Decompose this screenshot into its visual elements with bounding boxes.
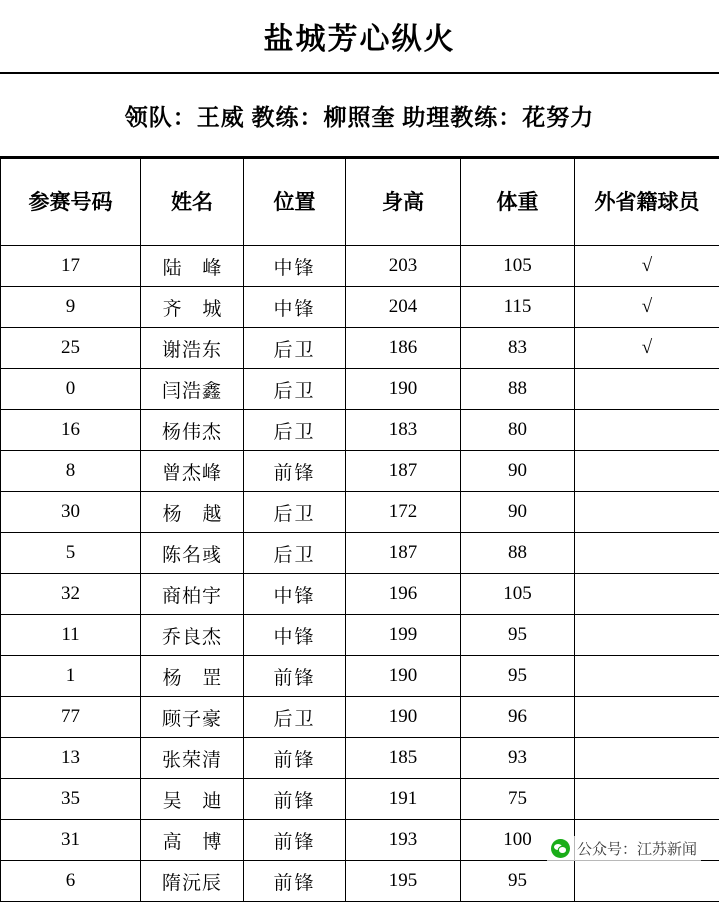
cell-number: 30	[1, 492, 141, 533]
cell-weight: 100	[461, 820, 575, 861]
cell-weight: 83	[461, 328, 575, 369]
cell-name: 商柏宇	[141, 574, 244, 615]
cell-position: 后卫	[244, 697, 346, 738]
cell-outsider	[575, 861, 719, 902]
cell-weight: 90	[461, 451, 575, 492]
cell-name: 隋沅辰	[141, 861, 244, 902]
cell-position: 后卫	[244, 410, 346, 451]
table-row	[1, 410, 719, 451]
cell-number: 11	[1, 615, 141, 656]
cell-height: 196	[346, 574, 461, 615]
cell-outsider	[575, 369, 719, 410]
table-row	[1, 738, 719, 779]
table-row	[1, 656, 719, 697]
cell-weight: 80	[461, 410, 575, 451]
table-row	[1, 451, 719, 492]
cell-outsider: √	[575, 246, 719, 287]
cell-number: 35	[1, 779, 141, 820]
table-row	[1, 574, 719, 615]
table-row	[1, 861, 719, 902]
table-row	[1, 287, 719, 328]
cell-number: 17	[1, 246, 141, 287]
document-title-row	[0, 0, 719, 74]
cell-number: 31	[1, 820, 141, 861]
cell-height: 185	[346, 738, 461, 779]
cell-height: 172	[346, 492, 461, 533]
cell-height: 195	[346, 861, 461, 902]
cell-height: 204	[346, 287, 461, 328]
cell-height: 190	[346, 656, 461, 697]
cell-outsider	[575, 738, 719, 779]
cell-weight: 115	[461, 287, 575, 328]
cell-name: 闫浩鑫	[141, 369, 244, 410]
cell-position: 前锋	[244, 451, 346, 492]
cell-name: 顾子豪	[141, 697, 244, 738]
cell-name: 高 博	[141, 820, 244, 861]
table-row	[1, 369, 719, 410]
table-header-row	[1, 159, 719, 246]
cell-position: 后卫	[244, 369, 346, 410]
table-row	[1, 492, 719, 533]
cell-outsider	[575, 615, 719, 656]
table-row	[1, 328, 719, 369]
cell-position: 后卫	[244, 533, 346, 574]
cell-number: 6	[1, 861, 141, 902]
cell-height: 191	[346, 779, 461, 820]
staff-line: 领队：王威 教练：柳照奎 助理教练：花努力	[125, 99, 595, 132]
cell-weight: 93	[461, 738, 575, 779]
cell-name: 杨 罡	[141, 656, 244, 697]
cell-number: 13	[1, 738, 141, 779]
cell-weight: 95	[461, 861, 575, 902]
cell-outsider: √	[575, 287, 719, 328]
cell-weight: 88	[461, 533, 575, 574]
table-row	[1, 246, 719, 287]
cell-outsider	[575, 492, 719, 533]
cell-weight: 75	[461, 779, 575, 820]
cell-number: 9	[1, 287, 141, 328]
cell-number: 0	[1, 369, 141, 410]
cell-height: 183	[346, 410, 461, 451]
cell-height: 199	[346, 615, 461, 656]
cell-position: 中锋	[244, 246, 346, 287]
cell-name: 陈名彧	[141, 533, 244, 574]
cell-name: 曾杰峰	[141, 451, 244, 492]
column-header-position: 位置	[244, 159, 346, 246]
table-row	[1, 779, 719, 820]
cell-position: 中锋	[244, 574, 346, 615]
cell-name: 杨伟杰	[141, 410, 244, 451]
wechat-icon	[551, 839, 570, 858]
cell-number: 1	[1, 656, 141, 697]
cell-name: 陆 峰	[141, 246, 244, 287]
cell-position: 后卫	[244, 492, 346, 533]
cell-outsider	[575, 656, 719, 697]
page-title: 盐城芳心纵火	[264, 14, 456, 58]
cell-weight: 105	[461, 246, 575, 287]
cell-weight: 96	[461, 697, 575, 738]
cell-number: 16	[1, 410, 141, 451]
cell-position: 前锋	[244, 820, 346, 861]
roster-table	[0, 158, 719, 902]
cell-name: 齐 城	[141, 287, 244, 328]
table-row	[1, 533, 719, 574]
cell-name: 谢浩东	[141, 328, 244, 369]
cell-outsider	[575, 779, 719, 820]
cell-name: 杨 越	[141, 492, 244, 533]
cell-position: 前锋	[244, 861, 346, 902]
cell-outsider	[575, 697, 719, 738]
cell-height: 190	[346, 369, 461, 410]
cell-weight: 88	[461, 369, 575, 410]
cell-height: 190	[346, 697, 461, 738]
cell-position: 后卫	[244, 328, 346, 369]
cell-name: 张荣清	[141, 738, 244, 779]
cell-name: 乔良杰	[141, 615, 244, 656]
cell-number: 77	[1, 697, 141, 738]
cell-number: 5	[1, 533, 141, 574]
cell-position: 前锋	[244, 656, 346, 697]
cell-outsider	[575, 574, 719, 615]
column-header-number: 参赛号码	[1, 159, 141, 246]
watermark-text: 公众号：江苏新闻	[577, 838, 697, 859]
cell-height: 187	[346, 451, 461, 492]
cell-position: 前锋	[244, 738, 346, 779]
table-row	[1, 697, 719, 738]
cell-number: 32	[1, 574, 141, 615]
cell-outsider	[575, 451, 719, 492]
cell-height: 187	[346, 533, 461, 574]
cell-number: 25	[1, 328, 141, 369]
column-header-height: 身高	[346, 159, 461, 246]
cell-outsider	[575, 410, 719, 451]
cell-height: 186	[346, 328, 461, 369]
watermark	[547, 836, 701, 861]
cell-height: 203	[346, 246, 461, 287]
cell-name: 吴 迪	[141, 779, 244, 820]
column-header-name: 姓名	[141, 159, 244, 246]
column-header-weight: 体重	[461, 159, 575, 246]
cell-number: 8	[1, 451, 141, 492]
cell-weight: 95	[461, 615, 575, 656]
cell-weight: 90	[461, 492, 575, 533]
table-row	[1, 615, 719, 656]
cell-position: 前锋	[244, 779, 346, 820]
cell-height: 193	[346, 820, 461, 861]
staff-row	[0, 74, 719, 158]
column-header-outsider: 外省籍球员	[575, 159, 719, 246]
cell-position: 中锋	[244, 615, 346, 656]
cell-position: 中锋	[244, 287, 346, 328]
cell-outsider	[575, 533, 719, 574]
cell-weight: 105	[461, 574, 575, 615]
cell-outsider: √	[575, 328, 719, 369]
cell-weight: 95	[461, 656, 575, 697]
